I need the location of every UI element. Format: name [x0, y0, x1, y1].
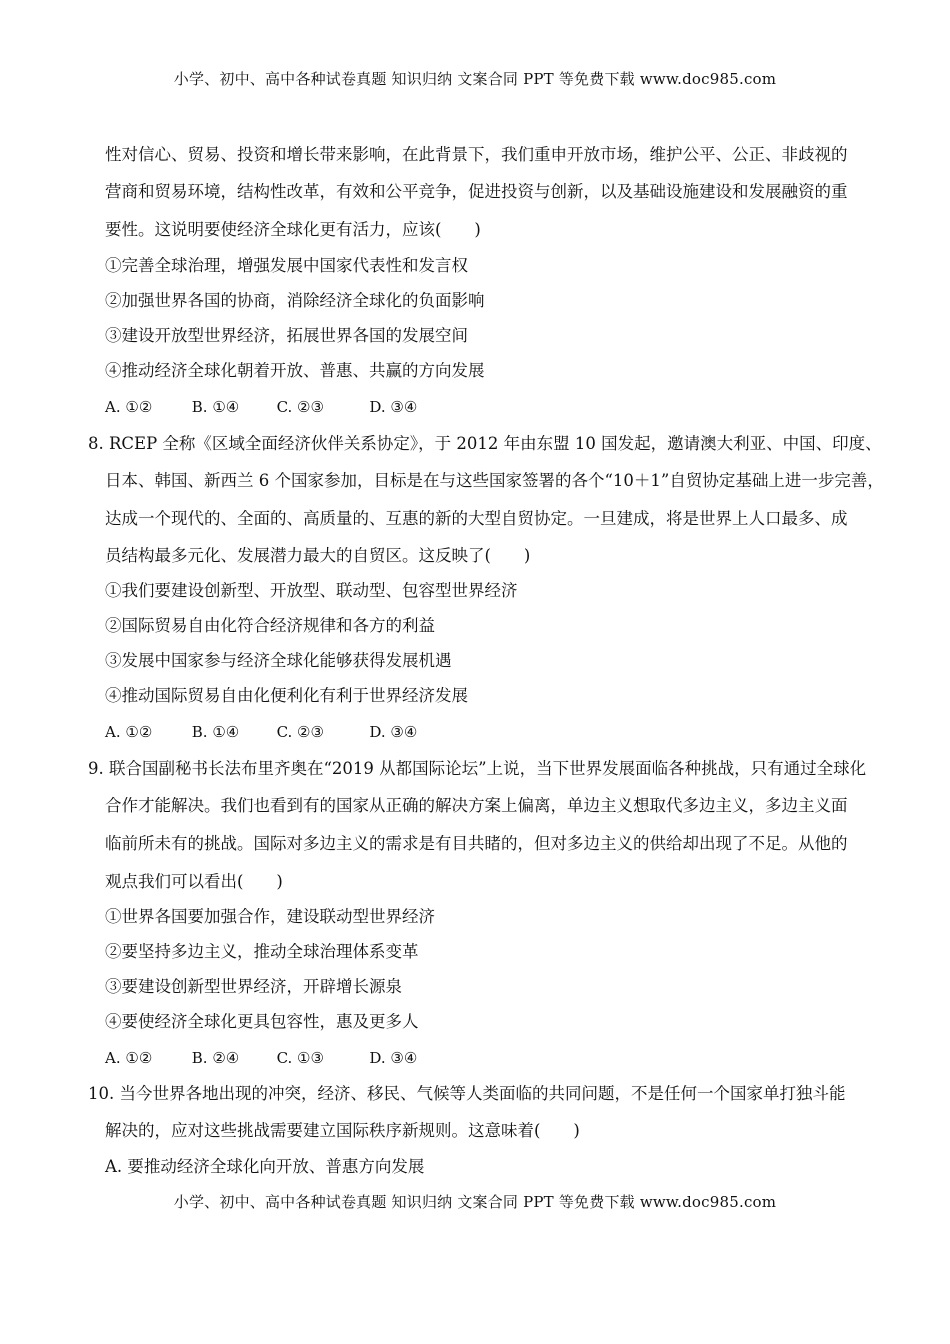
q9-item-2: ②要坚持多边主义，推动全球治理体系变革: [105, 942, 419, 961]
q7-line-3: 要性。这说明要使经济全球化更有活力，应该( ): [105, 220, 481, 239]
q10-option-a: A. 要推动经济全球化向开放、普惠方向发展: [105, 1157, 425, 1176]
q8-item-3: ③发展中国家参与经济全球化能够获得发展机遇: [105, 651, 452, 670]
q7-option-d: D. ③④: [369, 398, 418, 416]
q9-line-4: 观点我们可以看出( ): [105, 872, 283, 891]
page-footer: 小学、初中、高中各种试卷真题 知识归纳 文案合同 PPT 等免费下载 www.doc985.com: [173, 1193, 777, 1211]
q9-item-3: ③要建设创新型世界经济，开辟增长源泉: [105, 977, 402, 996]
q8-line-2: 日本、韩国、新西兰 6 个国家参加，目标是在与这些国家签署的各个“10＋1”自贸协定基础上进一步完善，: [105, 471, 884, 490]
q10-line-2: 解决的，应对这些挑战需要建立国际秩序新规则。这意味着( ): [105, 1121, 580, 1140]
q7-option-c: C. ②③: [276, 398, 324, 416]
q9-option-c: C. ①③: [276, 1049, 324, 1067]
q9-option-d: D. ③④: [369, 1049, 418, 1067]
q9-options: [105, 1049, 417, 1067]
q9-option-b: B. ②④: [191, 1049, 240, 1067]
q8-options: [105, 723, 417, 741]
q7-item-2: ②加强世界各国的协商，消除经济全球化的负面影响: [105, 291, 485, 310]
q8-line-4: 员结构最多元化、发展潜力最大的自贸区。这反映了( ): [105, 546, 531, 565]
q9-item-1: ①世界各国要加强合作，建设联动型世界经济: [105, 907, 435, 926]
q9-line-3: 临前所未有的挑战。国际对多边主义的需求是有目共睹的，但对多边主义的供给却出现了不足。从他的: [105, 834, 848, 853]
q8-option-d: D. ③④: [369, 723, 418, 741]
q7-option-b: B. ①④: [191, 398, 240, 416]
q8-option-b: B. ①④: [191, 723, 240, 741]
q9-option-a: A. ①②: [105, 1049, 153, 1067]
q7-options: [105, 398, 417, 416]
q8-item-4: ④推动国际贸易自由化便利化有利于世界经济发展: [105, 686, 468, 705]
q7-item-4: ④推动经济全球化朝着开放、普惠、共赢的方向发展: [105, 361, 485, 380]
q9-item-4: ④要使经济全球化更具包容性，惠及更多人: [105, 1012, 419, 1031]
q8-item-2: ②国际贸易自由化符合经济规律和各方的利益: [105, 616, 435, 635]
q7-line-1: 性对信心、贸易、投资和增长带来影响，在此背景下，我们重申开放市场，维护公平、公正、非歧视的: [105, 145, 848, 164]
q8-item-1: ①我们要建设创新型、开放型、联动型、包容型世界经济: [105, 581, 518, 600]
page-header: 小学、初中、高中各种试卷真题 知识归纳 文案合同 PPT 等免费下载 www.doc985.com: [173, 70, 777, 88]
q7-option-a: A. ①②: [105, 398, 153, 416]
q8-option-a: A. ①②: [105, 723, 153, 741]
q7-item-1: ①完善全球治理，增强发展中国家代表性和发言权: [105, 256, 468, 275]
q7-item-3: ③建设开放型世界经济，拓展世界各国的发展空间: [105, 326, 468, 345]
q9-line-2: 合作才能解决。我们也看到有的国家从正确的解决方案上偏离，单边主义想取代多边主义，多边主义面: [105, 796, 848, 815]
q10-line-1: 10. 当今世界各地出现的冲突，经济、移民、气候等人类面临的共同问题，不是任何一个国家单打独斗能: [88, 1084, 846, 1103]
q7-line-2: 营商和贸易环境，结构性改革，有效和公平竞争，促进投资与创新，以及基础设施建设和发展融资的重: [105, 182, 848, 201]
q9-line-1: 9. 联合国副秘书长法布里齐奥在“2019 从都国际论坛”上说，当下世界发展面临各种挑战，只有通过全球化: [88, 759, 867, 778]
q8-option-c: C. ②③: [276, 723, 324, 741]
q8-line-3: 达成一个现代的、全面的、高质量的、互惠的新的大型自贸协定。一旦建成，将是世界上人口最多、成: [105, 509, 848, 528]
q8-line-1: 8. RCEP 全称《区域全面经济伙伴关系协定》，于 2012 年由东盟 10 国发起，邀请澳大利亚、中国、印度、: [88, 434, 882, 453]
